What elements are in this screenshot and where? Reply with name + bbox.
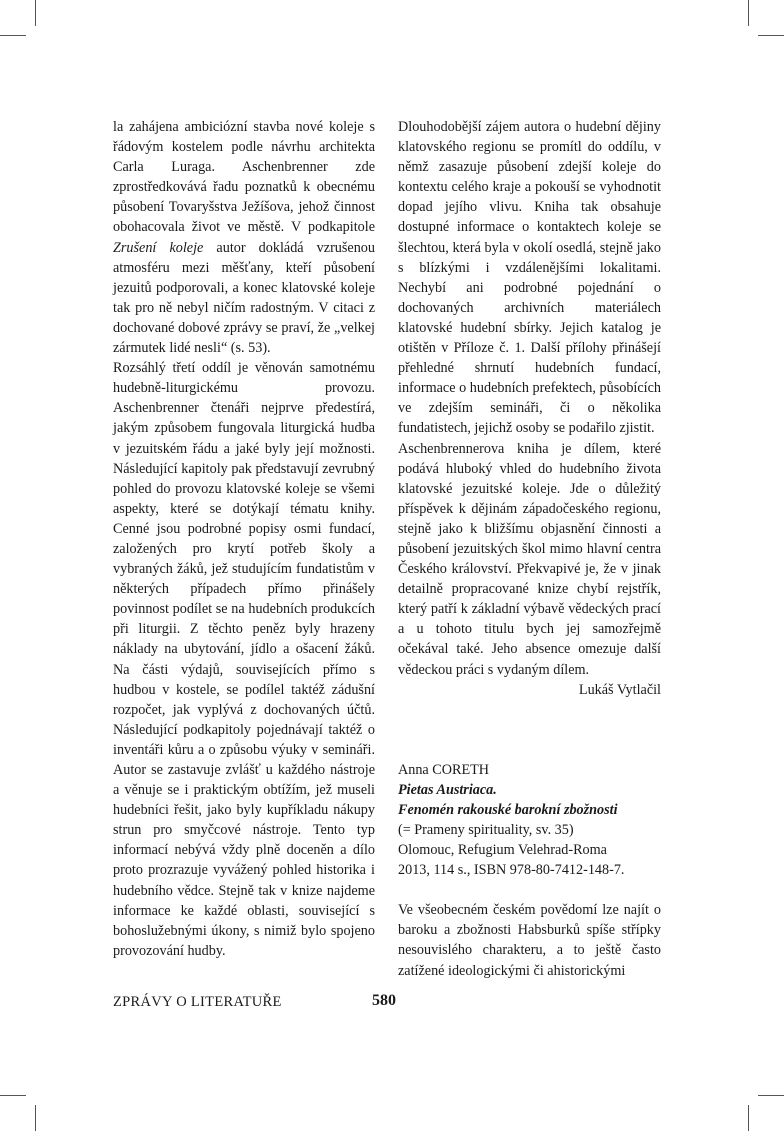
- running-footer: ZPRÁVY O LITERATUŘE: [113, 994, 282, 1010]
- page-number: 580: [372, 992, 396, 1009]
- crop-mark: [748, 0, 749, 26]
- left-column: [113, 117, 375, 961]
- spacer: [398, 700, 661, 760]
- italic-chapter-title: Zrušení koleje: [113, 239, 204, 256]
- review-isbn: 2013, 114 s., ISBN 978-80-7412-148-7.: [398, 862, 625, 879]
- paragraph: Aschenbrennerova kniha je dílem, které podává hluboký vhled do hudebního života klatovské jezuitské koleje. Jde o důležitý příspěvek k dějinám západočeského regionu, stejně jako k bližšímu objasnění činnosti a působení jezuitských škol mimo hlavní centra Českého království. Překvapivé je, že v jinak detailně propracované knize chybí rejstřík, který patří k základní výbavě vědeckých prací a u tohoto titulu bych jej samozřejmě očekával také. Jeho absence omezuje další vědeckou práci s vydaným dílem.: [398, 440, 661, 678]
- text-run: autor dokládá vzrušenou atmosféru mezi měšťany, kteří působení jezuitů podporovali, a konec klatovské koleje tak pro ně nebyl ničím radostným. V citaci z dochované dobové zprávy se praví, že „velkej zármutek lidé nesli“ (s. 53).: [113, 239, 375, 357]
- crop-mark: [35, 1105, 36, 1131]
- paragraph: [113, 117, 375, 358]
- crop-mark: [0, 35, 26, 36]
- crop-mark: [0, 1095, 26, 1096]
- text-run: la zahájena ambiciózní stavba nové koleje s řádovým kostelem podle návrhu architekta Carla Luraga. Aschenbrenner zde zprostředkovává řadu poznatků k obecnému působení Tovaryšstva Ježíšova, jehož činnost obohacovala život ve městě. V podkapitole: [113, 119, 375, 236]
- crop-mark: [758, 35, 784, 36]
- crop-mark: [35, 0, 36, 26]
- review-series: (= Prameny spirituality, sv. 35): [398, 822, 574, 838]
- signature: Lukáš Vytlačil: [578, 681, 661, 698]
- paragraph: Ve všeobecném českém povědomí lze najít o baroku a zbožnosti Habsburků spíše střípky nesouvislého charakteru, a to ještě často zatížené ideologickými či ahistorickými: [398, 902, 661, 979]
- paragraph: Rozsáhlý třetí oddíl je věnován samotnému hudebně-liturgickému provozu. Aschenbrenner čtenáři nejprve předestírá, jakým způsobem fungovala liturgická hudba v jezuitském řádu a jaké byly její možnosti. Následující kapitoly pak představují zevrubný pohled do provozu klatovské koleje se všemi aspekty, které se dotýkají tématu knihy. Cenné jsou podrobné popisy osmi fundací, založených pro krytí potřeb školy a vybraných žáků, jež studujícím fundatistům v některých případech přímo přinášely povinnost podílet se na hudebních produkcích při liturgii. Z těchto peněz byly hrazeny náklady na ubytování, jídlo a ošacení žáků. Na části výdajů, souvisejících přímo s hudbou v kostele, se podílel taktéž zádušní rozpočet, jak vyplývá z dochovaných účtů. Následující podkapitoly pojednávají taktéž o inventáři kůru a o způsobu výuky v semináři. Autor se zastavuje zvlášť u každého nástroje a věnuje se i praktickým obtížím, jež museli hudebníci řešit, jako byly kupříkladu nákupy strun pro smyčcové nástroje. Tento typ informací nebývá vždy plně doceněn a dílo proto prozrazuje vyvážený pohled historika i hudebního vědce. Stejně tak v knize najdeme informace ke každé oblasti, související s bohoslužebnými úkony, s nimiž bylo spojeno provozování hudby.: [113, 360, 375, 959]
- crop-mark: [758, 1095, 784, 1096]
- review-publisher: Olomouc, Refugium Velehrad-Roma: [398, 842, 607, 859]
- review-author: Anna CORETH: [398, 761, 490, 778]
- review-title: Pietas Austriaca.: [398, 781, 497, 798]
- paragraph: Dlouhodobější zájem autora o hudební dějiny klatovského regionu se promítl do oddílu, v němž zasazuje působení zdejší koleje do kontextu celého kraje a pokouší se vyhodnotit dopad jejího vlivu. Kniha tak obsahuje dostupné informace o kontaktech koleje se šlechtou, která byla v okolí osedlá, stejně jako s blízkými i vzdálenějšími lokalitami. Nechybí ani podrobné pojednání o dochovaných archivních materiálech klatovské hudební sbírky. Jejich katalog je otištěn v Příloze č. 1. Další přílohy přinášejí přehledné shrnutí hudebních fundací, informace o hudebních prefektech, působících ve zdejším semináři, či o několika fundatistech, jejichž osoby se podařilo zjistit.: [398, 119, 661, 437]
- right-column: [398, 117, 661, 981]
- crop-mark: [748, 1105, 749, 1131]
- review-subtitle: Fenomén rakouské barokní zbožnosti: [398, 801, 618, 818]
